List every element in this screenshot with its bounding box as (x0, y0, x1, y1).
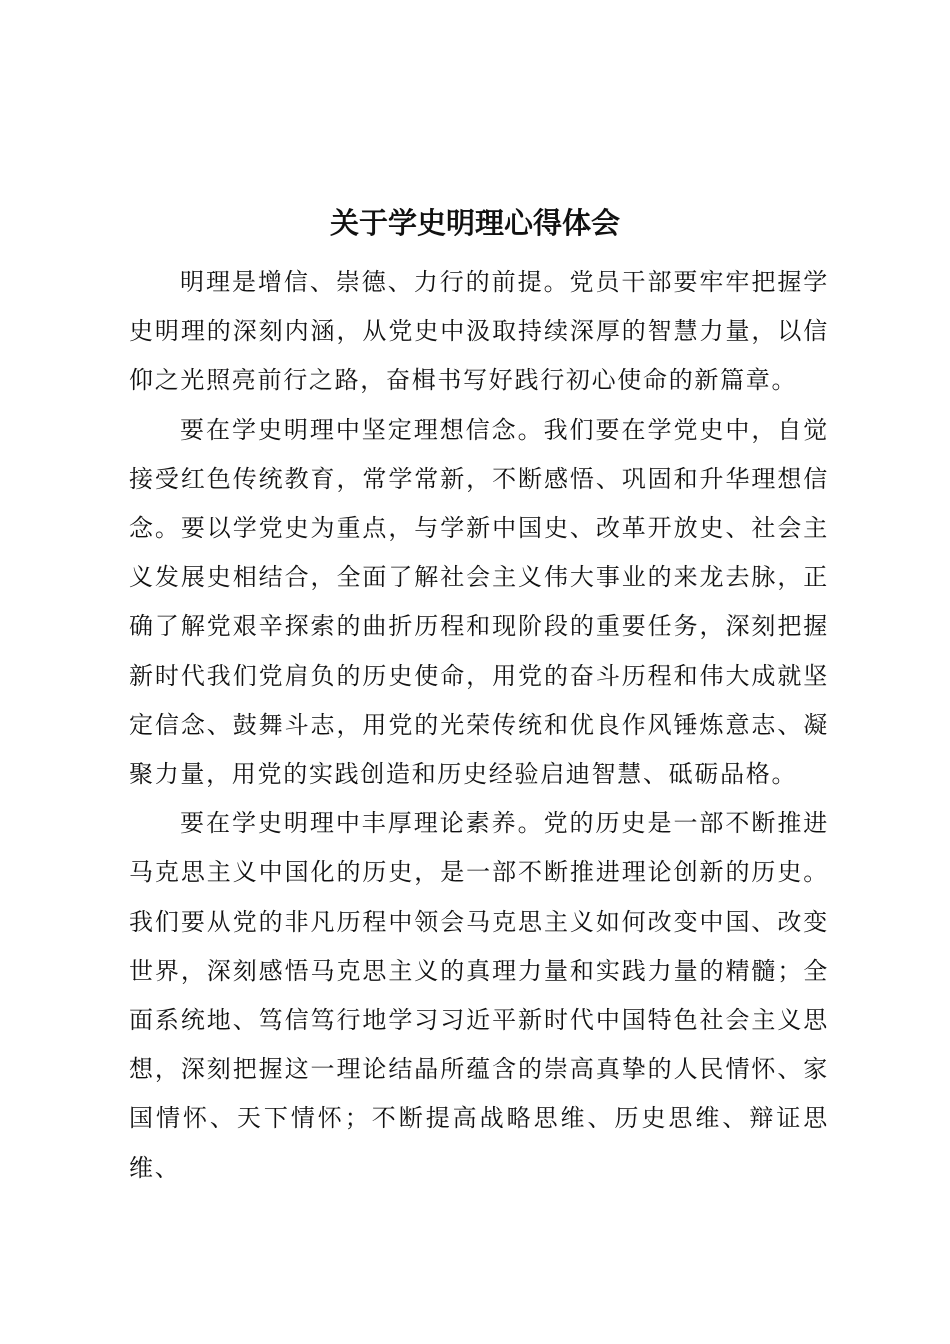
document-title: 关于学史明理心得体会 (329, 206, 620, 241)
document-body (129, 258, 829, 1193)
paragraph-3: 要在学史明理中丰厚理论素养。党的历史是一部不断推进马克思主义中国化的历史，是一部不断推进理论创新的历史。我们要从党的非凡历程中领会马克思主义如何改变中国、改变世界，深刻感悟马克思主义的真理力量和实践力量的精髓；全面系统地、笃信笃行地学习习近平新时代中国特色社会主义思想，深刻把握这一理论结晶所蕴含的崇高真挚的人民情怀、家国情怀、天下情怀；不断提高战略思维、历史思维、辩证思维、 (129, 809, 829, 1182)
paragraph-2: 要在学史明理中坚定理想信念。我们要在学党史中，自觉接受红色传统教育，常学常新，不断感悟、巩固和升华理想信念。要以学党史为重点，与学新中国史、改革开放史、社会主义发展史相结合，全面了解社会主义伟大事业的来龙去脉，正确了解党艰辛探索的曲折历程和现阶段的重要任务，深刻把握新时代我们党肩负的历史使命，用党的奋斗历程和伟大成就坚定信念、鼓舞斗志，用党的光荣传统和优良作风锤炼意志、凝聚力量，用党的实践创造和历史经验启迪智慧、砥砺品格。 (129, 415, 829, 789)
paragraph-1: 明理是增信、崇德、力行的前提。党员干部要牢牢把握学史明理的深刻内涵，从党史中汲取持续深厚的智慧力量，以信仰之光照亮前行之路，奋楫书写好践行初心使命的新篇章。 (129, 268, 829, 395)
